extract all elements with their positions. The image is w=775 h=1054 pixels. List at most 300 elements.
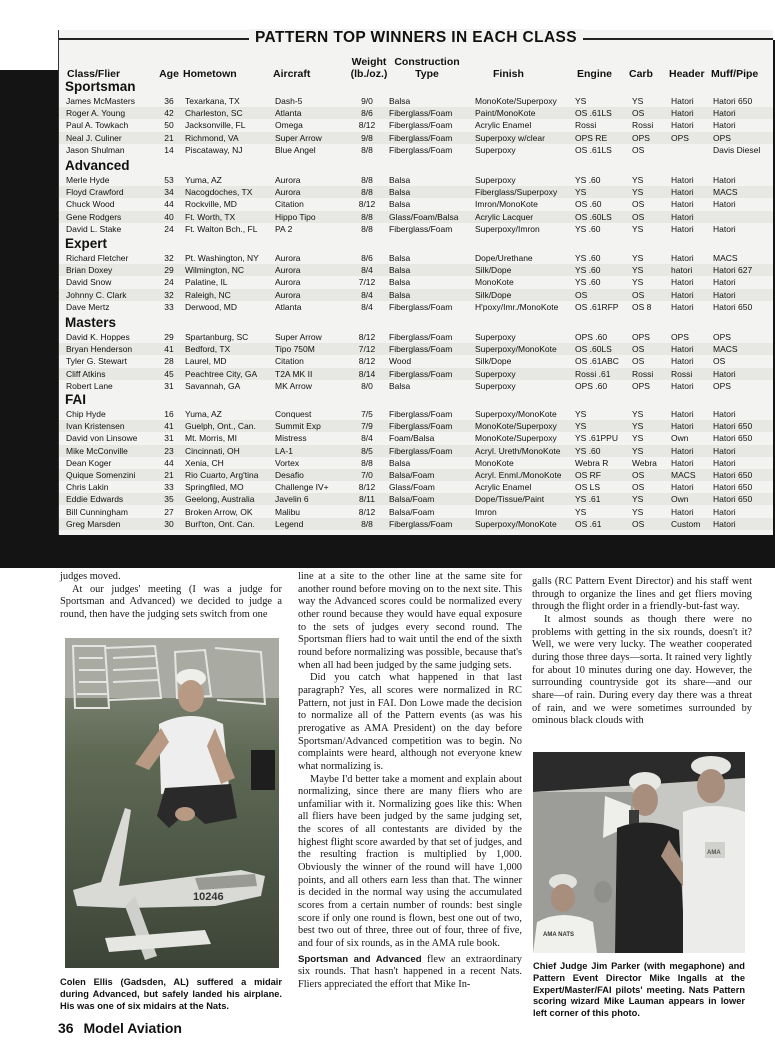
article-column-2 [298,571,522,992]
table-cell: Fiberglass/Superpoxy [475,187,558,198]
table-cell: Aurora [275,253,301,263]
table-cell: Mistress [275,433,307,444]
table-row [59,380,773,392]
table-row [59,107,773,119]
table-cell: 41 [164,421,174,432]
table-cell: Aurora [275,175,301,185]
table-row [59,174,773,186]
table-cell: YS [575,409,587,419]
table-cell: OPS RE [575,132,608,143]
table-cell: Superpoxy [475,332,516,342]
table-cell: Malibu [275,506,301,517]
table-row [59,469,773,481]
table-cell: YS [632,506,644,517]
table-cell: Hatori [713,199,736,210]
paragraph: Did you catch what happened in that last paragraph? Yes, all scores were normalized in RC Pattern, not just in FAI. Don Lowe made the decision to normalize all of the Pattern events (as was his prerogative as AMA President) on the day before Sportsman/Advanced competition was to begin. No complaints were heard, although not everyone knew what normalizing is. [298,672,522,772]
table-cell: Omega [275,120,303,131]
table-cell: 53 [164,175,174,185]
table-cell: Superpoxy/Imron [475,223,540,234]
table-cell: Gene Rodgers [66,211,122,222]
table-cell: Hatori [671,380,694,391]
table-cell: YS [632,175,644,185]
table-cell: Superpoxy [475,368,516,379]
table-cell: 29 [164,332,174,342]
table-cell: 8/8 [361,223,373,234]
table-cell: Tyler G. Stewart [66,356,127,367]
table-cell: Javelin 6 [275,494,309,505]
table-cell: Burl'ton, Ont. Can. [185,518,255,529]
table-cell: OS [632,108,645,119]
table-cell: Own [671,433,689,444]
table-cell: YS [632,494,644,505]
table-cell: 8/12 [358,356,376,367]
table-cell: Mike McConville [66,445,128,456]
table-cell: Hatori 650 [713,470,753,480]
table-cell: T2A MK II [275,368,313,379]
table-cell: Mt. Morris, MI [185,433,237,444]
table-cell: Hatori [713,457,736,468]
table-cell: Merle Hyde [66,175,110,185]
table-cell: OPS [632,132,650,143]
table-cell: YS [632,409,644,419]
column-header: Aircraft [273,68,311,80]
table-cell: Hatori [671,457,694,468]
table-cell: Rossi [671,368,693,379]
table-cell: Balsa [389,457,411,468]
table-cell: Quique Somenzini [66,470,136,480]
table-cell: OS .61RFP [575,301,619,312]
section-heading: Masters [65,315,117,330]
table-cell: Own [671,494,689,505]
table-cell: Hatori [671,199,694,210]
table-cell: 8/12 [358,120,376,131]
table-row [59,95,773,107]
table-cell: 31 [164,380,174,391]
table-cell: Richard Fletcher [66,253,129,263]
table-cell: Citation [275,199,304,210]
table-cell: Hatori [671,301,694,312]
table-cell: YS [632,96,644,106]
table-cell: 44 [164,457,174,468]
table-cell: Super Arrow [275,332,322,342]
table-cell: Fiberglass/Foam [389,223,453,234]
photo-pilots-meeting-image [533,752,745,953]
table-cell: Dash-5 [275,96,303,106]
table-cell: Springfiled, MO [185,482,244,493]
table-cell: Rossi [575,120,597,131]
table-cell: Acrylic Enamel [475,482,532,493]
table-cell: OS [632,144,645,155]
table-cell: Johnny C. Clark [66,289,127,300]
table-cell: Eddie Edwards [66,494,124,505]
table-cell: 8/8 [361,187,373,198]
table-cell: YS .60 [575,223,601,234]
table-cell: 24 [164,223,174,234]
table-row [59,132,773,144]
paragraph: judges moved. [60,571,121,582]
table-cell: Acryl. Ureth/MonoKote [475,445,561,456]
table-cell: YS [632,187,644,198]
table-cell: Guelph, Ont., Can. [185,421,256,432]
table-cell: OPS [713,132,731,143]
table-cell: 8/11 [359,494,375,505]
table-cell: Fiberglass/Foam [389,409,453,419]
table-cell: Ivan Kristensen [66,421,125,432]
paragraph: It almost sounds as though there were no problems with getting in the six rounds, doesn't it? Well, we were very lucky. The weather cooperated during those three days—sorta. It rained very lightly for about 10 minutes during one day. However, the surrounding countryside got its share—and our share—of rain. During every day there was a threat of rain, and we were sometimes surrounded by ominous black clouds with [532,613,752,727]
table-cell: MonoKote [475,457,514,468]
table-cell: YS [575,421,587,432]
section-heading: Sportsman [65,79,136,94]
paragraph [298,954,522,992]
table-row [59,223,773,235]
column-header: Age [159,68,179,80]
table-cell: Fiberglass/Foam [389,344,453,355]
table-cell: 7/5 [361,409,373,419]
column-header: Weight (lb./oz.) [350,56,388,80]
table-cell: 8/4 [361,301,373,312]
table-cell: Wilmington, NC [185,265,245,276]
table-cell: MonoKote/Superpoxy [475,96,557,106]
table-cell: OS LS [575,482,601,493]
table-cell: 32 [164,253,174,263]
table-cell: Blue Angel [275,144,316,155]
table-cell: 45 [164,368,174,379]
table-cell: OS [632,482,645,493]
article-column-3 [532,576,752,728]
table-cell: OS [632,211,645,222]
table-cell: 16 [164,409,174,419]
table-cell: Balsa [389,187,411,198]
table-cell: OS .61LS [575,144,612,155]
table-cell: Hatori 650 [713,433,753,444]
table-cell: Balsa/Foam [389,506,435,517]
table-cell: Silk/Dope [475,356,512,367]
table-cell: YS .60 [575,445,601,456]
table-cell: 8/8 [361,457,373,468]
table-cell: LA-1 [275,445,293,456]
table-cell: Hippo Tipo [275,211,316,222]
table-cell: YS [632,433,644,444]
table-cell: Davis Diesel [713,144,761,155]
plane-registration: 10246 [193,891,224,903]
table-cell: Balsa [389,265,411,276]
table-cell: MACS [671,470,696,480]
table-cell: Balsa/Foam [389,494,435,505]
table-cell: Hatori [713,277,736,288]
table-cell: 8/8 [361,175,373,185]
table-cell: Spartanburg, SC [185,332,249,342]
table-cell: Fiberglass/Foam [389,518,453,529]
table-cell: Cliff Atkins [66,368,106,379]
table-cell: Hatori [713,120,736,131]
table-cell: Chris Lakin [66,482,109,493]
table-cell: YS [632,445,644,456]
table-cell: OS .61ABC [575,356,619,367]
table-cell: OPS .60 [575,332,608,342]
table-cell: David L. Stake [66,223,122,234]
table-cell: Hatori [713,518,736,529]
table-row [59,144,773,156]
table-cell: Balsa [389,289,411,300]
table-cell: OS [632,356,645,367]
table-row [59,252,773,264]
table-cell: 8/12 [358,332,376,342]
run-in-heading: Sportsman and Advanced [298,953,422,965]
column-header: Finish [493,68,524,80]
table-cell: hatori [671,265,693,276]
table-cell: OPS [713,332,731,342]
table-cell: Neal J. Culiner [66,132,122,143]
table-cell: MK Arrow [275,380,312,391]
table-cell: Hatori [713,175,736,185]
column-header: Engine [577,68,613,80]
table-cell: 8/0 [361,380,373,391]
table-cell: Silk/Dope [475,289,512,300]
table-cell: OS [632,470,645,480]
table-cell: 31 [164,433,174,444]
table-cell: Webra R [575,457,609,468]
table-cell: Hatori [671,445,694,456]
table-row [59,289,773,301]
table-cell: Fiberglass/Foam [389,108,453,119]
table-cell: Hatori [713,409,736,419]
table-cell: YS .60 [575,277,601,288]
table-cell: Hatori [671,506,694,517]
table-cell: OS 8 [632,301,652,312]
table-cell: Summit Exp [275,421,321,432]
paragraph: Maybe I'd better take a moment and explain about normalizing, since there are many fliers who are unfamiliar with it. Normalizing goes like this: When all fliers have been judged by the same judging set, the scores of all contestants are divided by the highest flight score awarded by that set of judges, and the resulting fraction is multiplied by 1,000. Obviously the winner of the round will have 1,000 points, and all others earn less than that. The winner is decided in the normal way using the accumulated scores from a certain number of rounds: best single score if only one round is flown, best one out of two, best two out of three, three out of four, three of five, and four of six rounds, as in the AMA rule book. [298,773,522,950]
table-cell: 28 [164,356,174,367]
table-cell: Peachtree City, GA [185,368,258,379]
table-cell: MonoKote [475,277,514,288]
table-cell: Balsa [389,96,411,106]
table-cell: Bill Cunningham [66,506,128,517]
table-cell: Hatori 650 [713,421,753,432]
table-cell: Superpoxy [475,144,516,155]
table-cell: OS [632,199,645,210]
table-cell: Acrylic Lacquer [475,211,534,222]
table-cell: 40 [164,211,174,222]
photo-colen-ellis [65,638,279,968]
table-cell: MACS [713,187,738,198]
table-cell: Hatori [671,482,694,493]
table-cell: Acryl. Enml./MonoKote [475,470,562,480]
column-header: Construction Type [394,56,460,80]
table-cell: 8/8 [361,144,373,155]
table-cell: Nacogdoches, TX [185,187,253,198]
caption-left: Colen Ellis (Gadsden, AL) suffered a midair during Advanced, but safely landed his airplane. His was one of six midairs at the Nats. [60,977,282,1011]
table-cell: 14 [164,144,174,155]
table-cell: Palatine, IL [185,277,228,288]
table-cell: Hatori 650 [713,482,753,493]
table-cell: Superpoxy w/clear [475,132,545,143]
table-cell: Roger A. Young [66,108,126,119]
table-cell: OS RF [575,470,601,480]
table-cell: Atlanta [275,108,302,119]
table-title: PATTERN TOP WINNERS IN EACH CLASS [59,30,773,46]
column-header: Muff/Pipe [711,68,759,80]
page-number: 36 [58,1020,74,1036]
table-cell: YS [575,506,587,517]
table-cell: Piscataway, NJ [185,144,243,155]
table-cell: Paul A. Towkach [66,120,129,131]
table-row [59,264,773,276]
table-cell: OS .61 [575,518,602,529]
table-cell: Challenge IV+ [275,482,329,493]
paragraph: line at a site to the other line at the same site for another round before moving on to the next site. This way the Advanced scores could be normalized every other round because they would have equal exposure to the sets of judges every second round. The Sportsman fliers had to wait until the end of the sixth round before normalizing was possible, because that's when all had been judged by the same judging sets. [298,571,522,671]
table-cell: Rio Cuarto, Arg'tina [185,470,259,480]
table-cell: Imron/MonoKote [475,199,538,210]
table-cell: Hatori [671,211,694,222]
table-cell: MonoKote/Superpoxy [475,421,557,432]
table-cell: OS [632,518,645,529]
column-header: Header [669,68,705,80]
table-cell: YS [632,223,644,234]
table-cell: Hatori [671,289,694,300]
table-cell: MACS [713,253,738,263]
table-cell: Xenia, CH [185,457,224,468]
table-cell: Derwood, MD [185,301,237,312]
table-cell: Glass/Foam [389,482,435,493]
table-cell: 8/6 [361,108,373,119]
table-cell: Hatori [671,253,694,263]
table-cell: Yuma, AZ [185,409,222,419]
table-cell: James McMasters [66,96,135,106]
table-cell: YS [632,265,644,276]
table-cell: 7/12 [358,277,376,288]
table-cell: H'poxy/Imr./MonoKote [475,301,559,312]
article-column-1 [60,571,282,622]
table-cell: Ft. Walton Bch., FL [185,223,258,234]
table-cell: Silk/Dope [475,265,512,276]
table-cell: Fiberglass/Foam [389,332,453,342]
section-heading: Advanced [65,158,130,173]
table-cell: 27 [164,506,174,517]
table-cell: 29 [164,265,174,276]
table-cell: Custom [671,518,701,529]
table-cell: 30 [164,518,174,529]
table-cell: Fiberglass/Foam [389,368,453,379]
page-footer [58,1020,182,1036]
table-cell: Robert Lane [66,380,113,391]
table-cell: 24 [164,277,174,288]
table-cell: Atlanta [275,301,302,312]
magazine-name: Model Aviation [83,1020,182,1036]
table-cell: 9/0 [361,96,373,106]
table-row [59,119,773,131]
table-cell: OPS [632,380,650,391]
table-cell: Cincinnati, OH [185,445,240,456]
table-cell: Balsa [389,253,411,263]
table-row [59,518,773,530]
table-cell: Superpoxy/MonoKote [475,409,557,419]
table-cell: OPS .60 [575,380,608,391]
table-cell: Tipo 750M [275,344,315,355]
table-cell: Balsa [389,380,411,391]
table-cell: MonoKote/Superpoxy [475,433,557,444]
table-row [59,481,773,493]
table-cell: PA 2 [275,223,293,234]
table-cell: Rossi .61 [575,368,611,379]
table-cell: Citation [275,356,304,367]
table-cell: 33 [164,301,174,312]
table-cell: Hatori [671,175,694,185]
table-cell: Rockville, MD [185,199,237,210]
table-cell: 36 [164,96,174,106]
table-cell: YS .60 [575,175,601,185]
table-cell: 23 [164,445,174,456]
table-cell: Bedford, TX [185,344,231,355]
table-cell: Jason Shulman [66,144,125,155]
table-cell: Ft. Worth, TX [185,211,236,222]
table-row [59,276,773,288]
table-cell: 8/8 [361,518,373,529]
table-row [59,506,773,518]
table-cell: Webra [632,457,657,468]
table-row [59,343,773,355]
table-cell: Superpoxy/MonoKote [475,344,557,355]
table-cell: Bryan Henderson [66,344,133,355]
table-cell: YS .60 [575,265,601,276]
table-cell: Dean Koger [66,457,112,468]
table-cell: 32 [164,289,174,300]
table-cell: Laurel, MD [185,356,227,367]
table-row [59,198,773,210]
cap-badge: AMA NATS [543,932,574,938]
table-cell: OS .61LS [575,108,612,119]
table-cell: Hatori [671,96,694,106]
table-cell: Floyd Crawford [66,187,124,198]
table-cell: 44 [164,199,174,210]
table-cell: 7/9 [361,421,373,432]
table-cell: MACS [713,344,738,355]
section-heading: Expert [65,236,108,251]
table-cell: Hatori [671,223,694,234]
table-cell: OPS [632,332,650,342]
table-cell: Hatori [713,223,736,234]
table-cell: Richmond, VA [185,132,239,143]
column-header: Carb [629,68,653,80]
table-cell: YS [632,253,644,263]
table-cell: David K. Hoppes [66,332,130,342]
table-row [59,368,773,380]
shirt-text: AMA [707,850,721,856]
table-cell: OS .60LS [575,344,612,355]
paragraph: galls (RC Pattern Event Director) and his staff went through to organize the lines and get fliers moving through the flight order in a friendly-but-fast way. [532,576,752,613]
table-cell: YS .61 [575,494,601,505]
table-cell: Fiberglass/Foam [389,132,453,143]
dark-frame-left [0,70,58,568]
table-cell: Chip Hyde [66,409,106,419]
table-cell: YS .61PPU [575,433,618,444]
table-cell: Hatori 650 [713,96,753,106]
table-cell: Dope/Urethane [475,253,533,263]
table-cell: 7/0 [361,470,373,480]
table-cell: Super Arrow [275,132,322,143]
table-cell: Aurora [275,187,301,198]
table-cell: 21 [164,470,174,480]
paragraph: At our judges' meeting (I was a judge for Sportsman and Advanced) we decided to judge a round, then have the judging sets switch from one [60,583,282,620]
table-cell: YS [575,96,587,106]
table-cell: 9/8 [361,132,373,143]
table-cell: 8/14 [358,368,376,379]
table-cell: 8/6 [361,253,373,263]
table-cell: Hatori [671,421,694,432]
table-cell: 50 [164,120,174,131]
table-cell: 33 [164,482,174,493]
table-cell: Legend [275,518,304,529]
table-cell: Chuck Wood [66,199,115,210]
